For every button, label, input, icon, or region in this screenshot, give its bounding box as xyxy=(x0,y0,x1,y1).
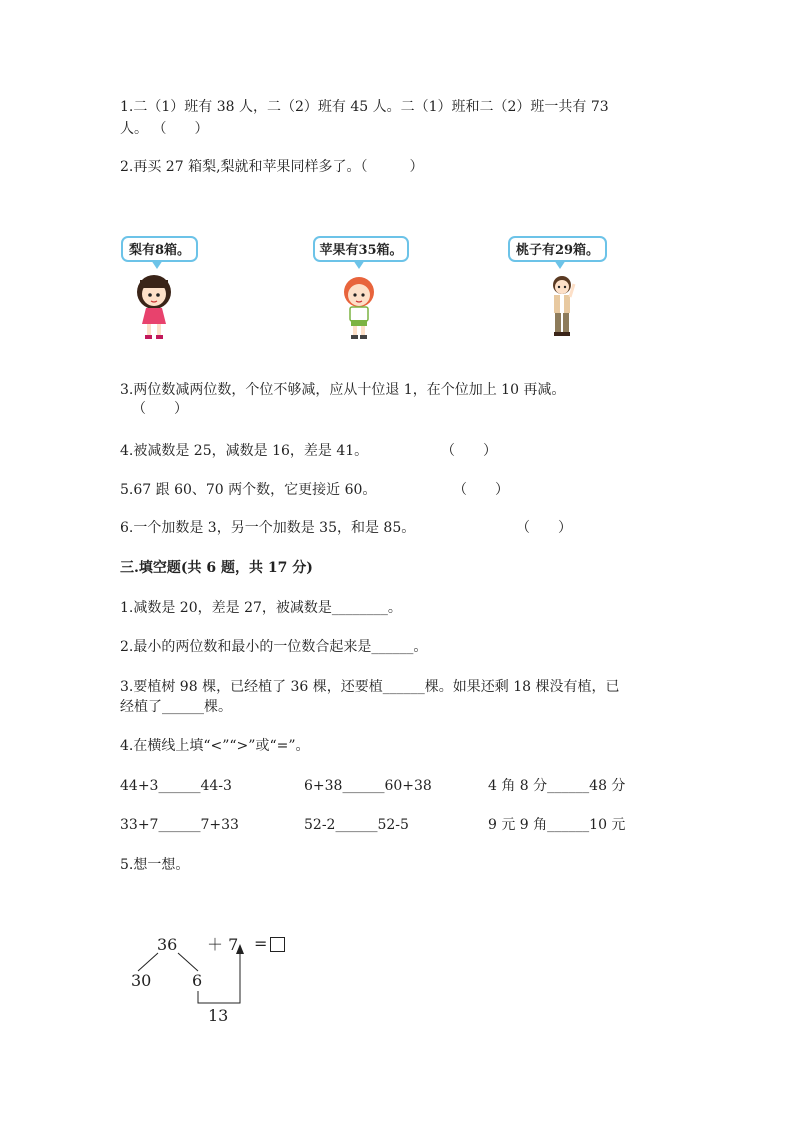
fill-q3-line1: 3.要植树 98 棵，已经植了 36 棵，还要植______棵。如果还剩 18 棵没有植，已 xyxy=(120,679,620,695)
judge-q4-answer-paren: （ ） xyxy=(441,443,497,459)
judge-q4: 4.被减数是 25，减数是 16，差是 41。 xyxy=(120,443,369,459)
speech-bubble-pear: 梨有8箱。 xyxy=(121,236,198,262)
compare-item: 9 元 9 角______10 元 xyxy=(488,817,626,833)
judge-q3-line1: 3.两位数减两位数，个位不够减，应从十位退 1，在个位加上 10 再减。 xyxy=(120,382,566,398)
diagram-number-30: 30 xyxy=(131,971,152,990)
speech-bubble-peach: 桃子有29箱。 xyxy=(508,236,607,262)
girl-figure-icon xyxy=(132,274,176,340)
judge-q5: 5.67 跟 60、70 两个数，它更接近 60。 xyxy=(120,482,377,498)
diagram-equals: = xyxy=(254,934,268,953)
diagram-number-36: 36 xyxy=(157,935,178,954)
compare-item: 44+3______44-3 xyxy=(120,778,232,794)
fill-q3-line2: 经植了______棵。 xyxy=(120,699,232,715)
fill-q5: 5.想一想。 xyxy=(120,857,190,873)
judge-q6: 6.一个加数是 3，另一个加数是 35，和是 85。 xyxy=(120,520,416,536)
compare-item: 52-2______52-5 xyxy=(304,817,409,833)
judge-q2: 2.再买 27 箱梨,梨就和苹果同样多了。（ ） xyxy=(120,159,424,175)
judge-q6-answer-paren: （ ） xyxy=(516,520,572,536)
fill-q1: 1.减数是 20，差是 27，被减数是________。 xyxy=(120,600,402,616)
diagram-number-13: 13 xyxy=(208,1006,229,1025)
speech-bubble-apple: 苹果有35箱。 xyxy=(313,236,409,262)
judge-q1-line2: 人。 （ ） xyxy=(120,121,209,137)
judge-q1-line1: 1.二（1）班有 38 人，二（2）班有 45 人。二（1）班和二（2）班一共有 73 xyxy=(120,99,609,115)
answer-box[interactable] xyxy=(270,937,285,952)
section-heading-fill: 三.填空题(共 6 题，共 17 分) xyxy=(120,560,313,576)
fill-q4: 4.在横线上填“<”“>”或“=”。 xyxy=(120,738,310,754)
compare-item: 6+38______60+38 xyxy=(304,778,432,794)
judge-q3-line2: （ ） xyxy=(132,401,188,417)
diagram-plus-seven: ＋ 7 xyxy=(207,935,239,954)
judge-q5-answer-paren: （ ） xyxy=(453,482,509,498)
fill-q2: 2.最小的两位数和最小的一位数合起来是______。 xyxy=(120,639,428,655)
compare-item: 33+7______7+33 xyxy=(120,817,239,833)
compare-item: 4 角 8 分______48 分 xyxy=(488,778,626,794)
boy-figure-icon xyxy=(341,276,377,340)
diagram-number-6: 6 xyxy=(192,971,203,990)
man-figure-icon xyxy=(545,274,579,340)
